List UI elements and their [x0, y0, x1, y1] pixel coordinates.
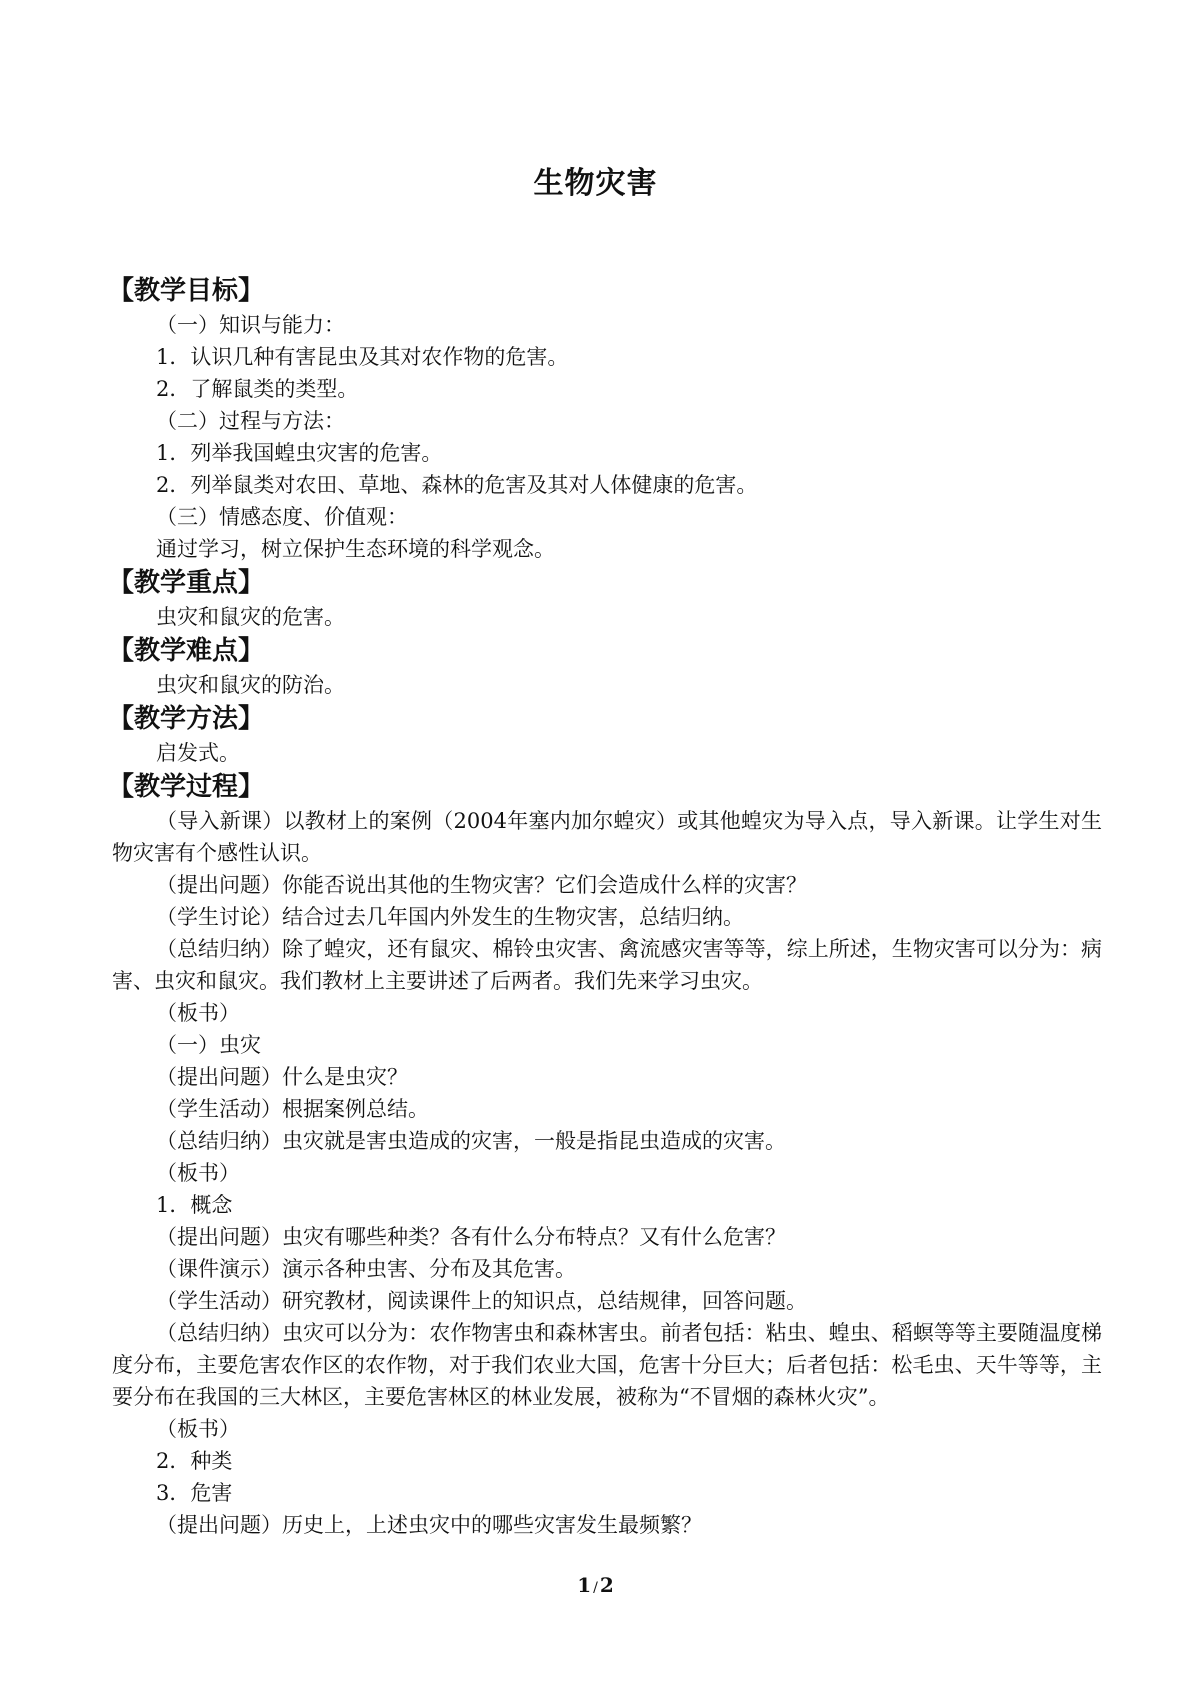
process-paragraph: （一）虫灾 [156, 1033, 261, 1057]
difficulty-line: 虫灾和鼠灾的防治。 [156, 673, 345, 697]
process-paragraph: （总结归纳）虫灾就是害虫造成的灾害，一般是指昆虫造成的灾害。 [156, 1129, 786, 1153]
process-paragraph: （板书） [156, 1161, 240, 1185]
process-paragraph: （总结归纳）除了蝗灾，还有鼠灾、棉铃虫灾害、禽流感灾害等等，综上所述，生物灾害可以分为：病害、虫灾和鼠灾。我们教材上主要讲述了后两者。我们先来学习虫灾。 [112, 937, 1102, 993]
focus-line: 虫灾和鼠灾的危害。 [156, 605, 345, 629]
process-paragraph: （板书） [156, 1001, 240, 1025]
process-paragraph: （导入新课）以教材上的案例（2004年塞内加尔蝗灾）或其他蝗灾为导入点，导入新课。让学生对生物灾害有个感性认识。 [112, 809, 1102, 865]
document-body [108, 273, 1102, 1541]
page-title: 生物灾害 [533, 166, 658, 201]
process-paragraph: （学生讨论）结合过去几年国内外发生的生物灾害，总结归纳。 [156, 905, 744, 929]
process-paragraph: （提出问题）历史上，上述虫灾中的哪些灾害发生最频繁？ [156, 1513, 702, 1537]
process-paragraph: （提出问题）你能否说出其他的生物灾害？它们会造成什么样的灾害？ [156, 873, 807, 897]
heading-process: 【教学过程】 [108, 772, 265, 802]
process-paragraph: 2．种类 [156, 1449, 233, 1473]
process-paragraph: （总结归纳）虫灾可以分为：农作物害虫和森林害虫。前者包括：粘虫、蝗虫、稻螟等等主要随温度梯度分布，主要危害农作区的农作物，对于我们农业大国，危害十分巨大；后者包括：松毛虫、天牛等等，主要分布在我国的三大林区，主要危害林区的林业发展，被称为“不冒烟的森林火灾”。 [112, 1321, 1102, 1409]
process-paragraph: （提出问题）什么是虫灾？ [156, 1065, 408, 1089]
page-separator: / [593, 1580, 598, 1596]
process-paragraph: 1．概念 [156, 1193, 233, 1217]
heading-goals: 【教学目标】 [108, 276, 265, 306]
goals-line: （三）情感态度、价值观： [156, 505, 408, 529]
process-paragraph: （学生活动）研究教材，阅读课件上的知识点，总结规律，回答问题。 [156, 1289, 807, 1313]
heading-focus: 【教学重点】 [108, 568, 265, 598]
goals-line: （二）过程与方法： [156, 409, 345, 433]
goals-line: 2．了解鼠类的类型。 [156, 377, 359, 401]
process-paragraph: （提出问题）虫灾有哪些种类？各有什么分布特点？又有什么危害？ [156, 1225, 786, 1249]
process-paragraph: （学生活动）根据案例总结。 [156, 1097, 429, 1121]
goals-line: 2．列举鼠类对农田、草地、森林的危害及其对人体健康的危害。 [156, 473, 758, 497]
page-number [0, 1573, 1191, 1597]
goals-line: 通过学习，树立保护生态环境的科学观念。 [156, 537, 555, 561]
process-paragraph: （课件演示）演示各种虫害、分布及其危害。 [156, 1257, 576, 1281]
goals-line: 1．列举我国蝗虫灾害的危害。 [156, 441, 443, 465]
page-total: 2 [599, 1573, 614, 1597]
process-paragraph: 3．危害 [156, 1481, 233, 1505]
page-current: 1 [577, 1573, 592, 1597]
heading-method: 【教学方法】 [108, 704, 265, 734]
heading-difficulty: 【教学难点】 [108, 636, 265, 666]
goals-line: （一）知识与能力： [156, 313, 345, 337]
process-paragraph: （板书） [156, 1417, 240, 1441]
method-line: 启发式。 [156, 741, 240, 765]
goals-line: 1．认识几种有害昆虫及其对农作物的危害。 [156, 345, 569, 369]
